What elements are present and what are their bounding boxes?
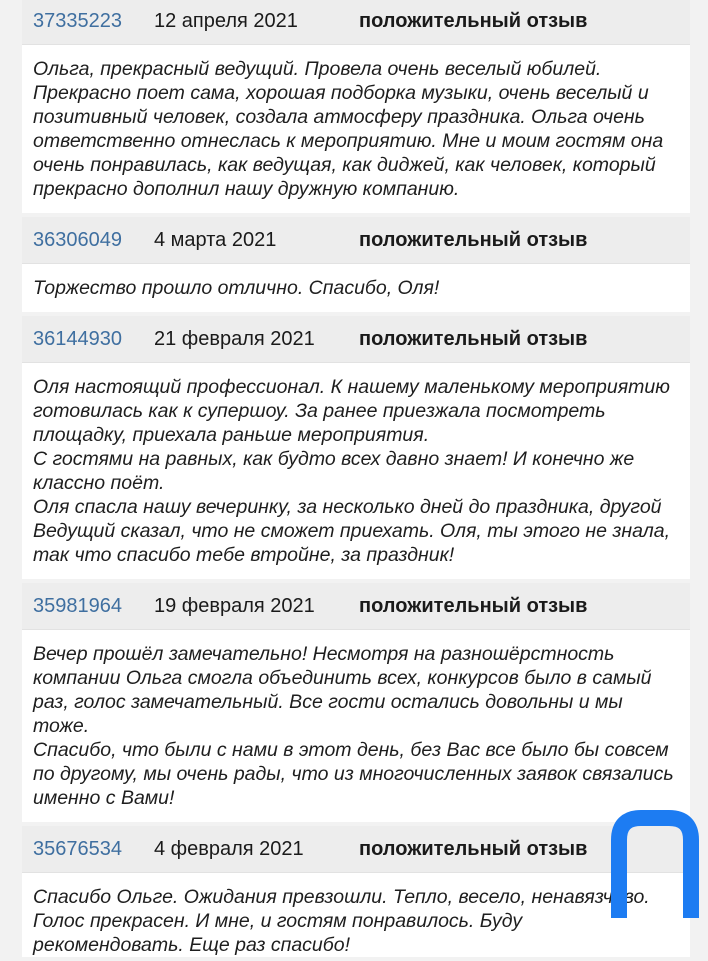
review-id-link[interactable]: 36306049 xyxy=(33,228,122,251)
review-text: Спасибо Ольге. Ожидания превзошли. Тепло, весело, ненавязчиво. Голос прекрасен. И мне, и гостям понравилось. Буду рекомендовать. Еще раз спасибо! xyxy=(22,872,690,957)
review-header xyxy=(22,217,690,263)
review-card xyxy=(22,583,690,822)
review-card xyxy=(22,316,690,579)
review-header xyxy=(22,0,690,44)
review-date: 4 февраля 2021 xyxy=(154,837,304,860)
review-date: 19 февраля 2021 xyxy=(154,594,315,617)
review-text: Торжество прошло отлично. Спасибо, Оля! xyxy=(22,263,690,312)
brand-logo-icon xyxy=(611,810,699,918)
review-type: положительный отзыв xyxy=(359,228,588,251)
review-card xyxy=(22,826,690,957)
review-id-link[interactable]: 35676534 xyxy=(33,837,122,860)
review-card xyxy=(22,0,690,213)
review-header xyxy=(22,583,690,629)
review-type: положительный отзыв xyxy=(359,837,588,860)
review-header xyxy=(22,316,690,362)
review-id-link[interactable]: 37335223 xyxy=(33,9,122,32)
review-date: 4 марта 2021 xyxy=(154,228,277,251)
review-type: положительный отзыв xyxy=(359,594,588,617)
reviews-list xyxy=(22,0,690,961)
review-id-link[interactable]: 35981964 xyxy=(33,594,122,617)
review-id-link[interactable]: 36144930 xyxy=(33,327,122,350)
review-date: 21 февраля 2021 xyxy=(154,327,315,350)
review-text: Вечер прошёл замечательно! Несмотря на разношёрстность компании Ольга смогла объединить всех, конкурсов было в самый раз, голос замечательный. Все гости остались довольны и мы тоже. Спасибо, что были с нами в этот день, без Вас все было бы совсем по другому, мы очень рады, что из многочисленных заявок связались именно с Вами! xyxy=(22,629,690,822)
review-text: Оля настоящий профессионал. К нашему маленькому мероприятию готовилась как к супершоу. За ранее приезжала посмотреть площадку, приехала раньше мероприятия. С гостями на равных, как будто всех давно знает! И конечно же классно поёт. Оля спасла нашу вечеринку, за несколько дней до праздника, другой Ведущий сказал, что не сможет приехать. Оля, ты этого не знала, так что спасибо тебе втройне, за праздник! xyxy=(22,362,690,579)
review-header xyxy=(22,826,690,872)
review-card xyxy=(22,217,690,312)
review-text: Ольга, прекрасный ведущий. Провела очень веселый юбилей. Прекрасно поет сама, хорошая подборка музыки, очень веселый и позитивный человек, создала атмосферу праздника. Ольга очень ответственно отнеслась к мероприятию. Мне и моим гостям она очень понравилась, как ведущая, как диджей, как человек, который прекрасно дополнил нашу дружную компанию. xyxy=(22,44,690,213)
review-date: 12 апреля 2021 xyxy=(154,9,298,32)
review-type: положительный отзыв xyxy=(359,327,588,350)
review-type: положительный отзыв xyxy=(359,9,588,32)
